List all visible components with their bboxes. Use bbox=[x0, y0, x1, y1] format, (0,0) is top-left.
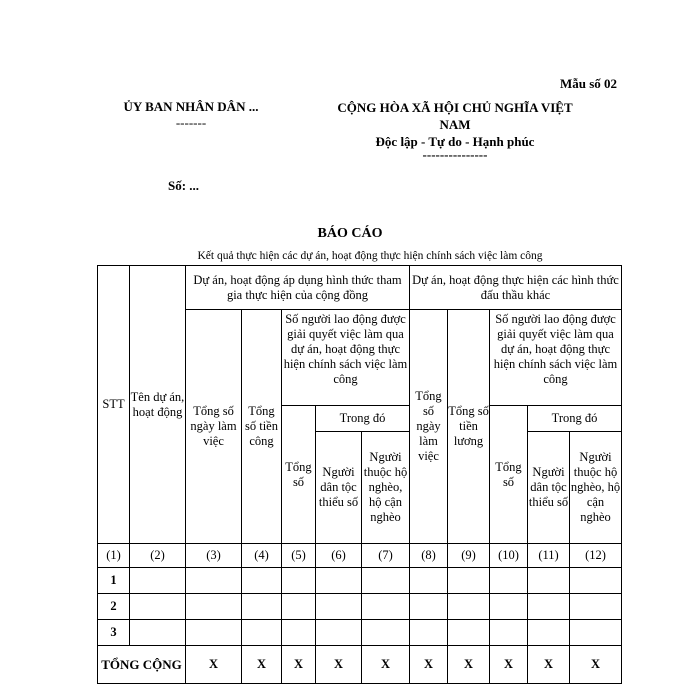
total-mark: X bbox=[186, 646, 242, 684]
header-of-which-bidding: Trong đó bbox=[528, 406, 622, 432]
document-number: Số: ... bbox=[168, 178, 200, 193]
national-motto: Độc lập - Tự do - Hạnh phúc bbox=[375, 134, 535, 149]
header-workers-bidding: Số người lao động được giải quyết việc làm qua dự án, hoạt động thực hiện chính sách việc làm công bbox=[490, 310, 622, 406]
header-ethnic-bidding: Người dân tộc thiểu số bbox=[528, 432, 570, 544]
table-cell bbox=[362, 594, 410, 620]
table-cell bbox=[282, 568, 316, 594]
total-mark: X bbox=[282, 646, 316, 684]
table-cell bbox=[448, 568, 490, 594]
column-number: (11) bbox=[528, 544, 570, 568]
table-cell bbox=[186, 620, 242, 646]
table-cell bbox=[130, 620, 186, 646]
total-mark: X bbox=[490, 646, 528, 684]
header-poor-community: Người thuộc hộ nghèo, hộ cận nghèo bbox=[362, 432, 410, 544]
row-number: 3 bbox=[98, 620, 130, 646]
column-number: (12) bbox=[570, 544, 622, 568]
header-total-bidding: Tổng số bbox=[490, 406, 528, 544]
row-number: 1 bbox=[98, 568, 130, 594]
table-cell bbox=[528, 568, 570, 594]
column-number: (5) bbox=[282, 544, 316, 568]
header-workdays-bidding: Tổng số ngày làm việc bbox=[410, 310, 448, 544]
table-cell bbox=[490, 620, 528, 646]
column-number: (8) bbox=[410, 544, 448, 568]
report-table bbox=[97, 265, 622, 684]
motto-divider: --------------- bbox=[422, 147, 488, 162]
table-cell bbox=[242, 568, 282, 594]
table-cell bbox=[316, 594, 362, 620]
table-cell bbox=[362, 620, 410, 646]
table-cell bbox=[410, 594, 448, 620]
column-number: (10) bbox=[490, 544, 528, 568]
total-mark: X bbox=[448, 646, 490, 684]
table-cell bbox=[362, 568, 410, 594]
total-mark: X bbox=[528, 646, 570, 684]
table-cell bbox=[316, 620, 362, 646]
table-cell bbox=[186, 568, 242, 594]
header-of-which-community: Trong đó bbox=[316, 406, 410, 432]
column-number: (4) bbox=[242, 544, 282, 568]
table-cell bbox=[282, 594, 316, 620]
table-cell bbox=[528, 594, 570, 620]
total-mark: X bbox=[242, 646, 282, 684]
column-number: (3) bbox=[186, 544, 242, 568]
country-name-line1: CỘNG HÒA XÃ HỘI CHỦ NGHĨA VIỆT bbox=[337, 100, 573, 115]
table-cell bbox=[448, 594, 490, 620]
table-cell bbox=[570, 620, 622, 646]
table-cell bbox=[528, 620, 570, 646]
header-workers-community: Số người lao động được giải quyết việc làm qua dự án, hoạt động thực hiện chính sách việc làm công bbox=[282, 310, 410, 406]
table-row bbox=[98, 568, 622, 594]
header-workdays-community: Tổng số ngày làm việc bbox=[186, 310, 242, 544]
table-cell bbox=[130, 568, 186, 594]
table-cell bbox=[448, 620, 490, 646]
header-total-community: Tổng số bbox=[282, 406, 316, 544]
total-row bbox=[98, 646, 622, 684]
header-bidding-projects: Dự án, hoạt động thực hiện các hình thức đấu thầu khác bbox=[410, 266, 622, 310]
column-number: (7) bbox=[362, 544, 410, 568]
national-header-block bbox=[300, 99, 610, 160]
header-stt: STT bbox=[98, 266, 130, 544]
total-mark: X bbox=[410, 646, 448, 684]
table-cell bbox=[316, 568, 362, 594]
table-cell bbox=[490, 568, 528, 594]
total-mark: X bbox=[362, 646, 410, 684]
header-wage-bidding: Tổng số tiền lương bbox=[448, 310, 490, 544]
table-cell bbox=[490, 594, 528, 620]
table-cell bbox=[186, 594, 242, 620]
total-mark: X bbox=[570, 646, 622, 684]
form-number: Mẫu số 02 bbox=[560, 76, 618, 91]
row-number: 2 bbox=[98, 594, 130, 620]
table-cell bbox=[570, 594, 622, 620]
column-number: (6) bbox=[316, 544, 362, 568]
table-cell bbox=[410, 568, 448, 594]
header-project-name: Tên dự án, hoạt động bbox=[130, 266, 186, 544]
country-name-line2: NAM bbox=[439, 117, 471, 132]
total-label: TỔNG CỘNG bbox=[98, 646, 186, 684]
table-row bbox=[98, 620, 622, 646]
header-wage-community: Tổng số tiền công bbox=[242, 310, 282, 544]
total-mark: X bbox=[316, 646, 362, 684]
authority-divider: ------- bbox=[175, 115, 207, 130]
header-ethnic-community: Người dân tộc thiểu số bbox=[316, 432, 362, 544]
report-subtitle: Kết quả thực hiện các dự án, hoạt động thực hiện chính sách việc làm công bbox=[197, 250, 543, 262]
table-row bbox=[98, 594, 622, 620]
issuing-authority-block bbox=[106, 99, 276, 131]
table-cell bbox=[242, 594, 282, 620]
column-number: (2) bbox=[130, 544, 186, 568]
header-community-projects: Dự án, hoạt động áp dụng hình thức tham gia thực hiện của cộng đồng bbox=[186, 266, 410, 310]
table-cell bbox=[570, 568, 622, 594]
issuing-authority: ỦY BAN NHÂN DÂN ... bbox=[123, 99, 259, 114]
table-cell bbox=[282, 620, 316, 646]
column-number: (9) bbox=[448, 544, 490, 568]
column-number: (1) bbox=[98, 544, 130, 568]
header-poor-bidding: Người thuộc hộ nghèo, hộ cận nghèo bbox=[570, 432, 622, 544]
report-title: BÁO CÁO bbox=[317, 226, 383, 241]
table-cell bbox=[242, 620, 282, 646]
table-cell bbox=[130, 594, 186, 620]
table-cell bbox=[410, 620, 448, 646]
